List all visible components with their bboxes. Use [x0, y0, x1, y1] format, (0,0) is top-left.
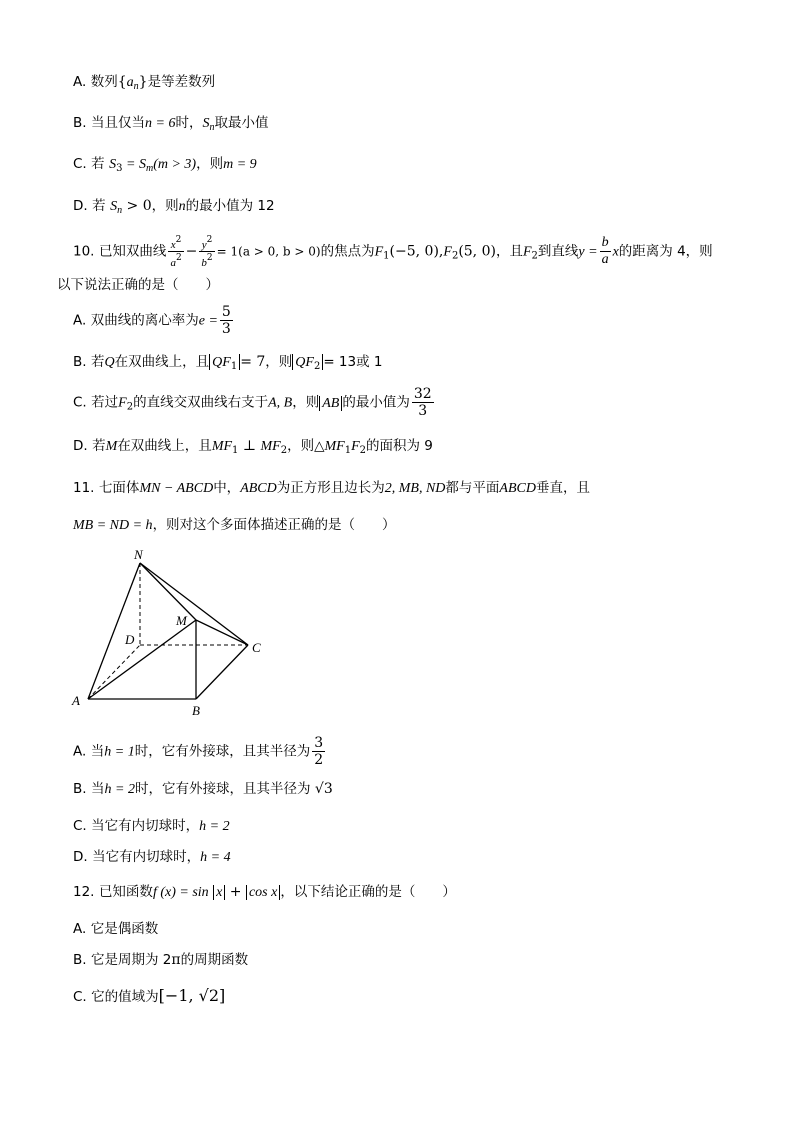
q11-option-b: B. 当h = 2时，它有外接球，且其半径为 √3 [73, 781, 333, 797]
edge-ad [88, 645, 140, 699]
q11-option-a: A. 当h = 1时，它有外接球，且其半径为 $\frac{3}{2}$ [73, 735, 324, 768]
q10-stem-line2: 以下说法正确的是（ ） [57, 277, 219, 293]
label-m: M [176, 613, 187, 628]
q11-option-c: C. 当它有内切球时，h = 2 [73, 818, 230, 834]
edge-na [88, 563, 140, 699]
q10-option-b: B. 若Q在双曲线上，且 $QF_1 = 7$，则 $QF_2 = 13$或 1 [73, 354, 383, 372]
q10-option-a: A. 双曲线的离心率为e = $\frac{5}{3}$ [73, 304, 231, 337]
eccentricity-frac: $\frac{5}{3}$ [221, 304, 231, 337]
q9-option-d: D. 若 $S_n > 0$，则n的最小值为 12 [73, 198, 275, 216]
q11-stem-line2: MB = ND = h，则对这个多面体描述正确的是（ ） [73, 517, 396, 533]
hyp-y-frac: $\frac{y^2}{b^2}$ [201, 235, 213, 269]
radius-frac: $\frac{3}{2}$ [314, 735, 324, 768]
q9-option-c: C. 若 $S_3 = S_m(m > 3)$，则m = 9 [73, 156, 257, 174]
edge-bc [196, 645, 248, 699]
label-a: A [72, 693, 80, 708]
q9-option-a: A. 数列$\{a_n\}$是等差数列 [73, 74, 216, 92]
label-n: N [134, 547, 143, 562]
label-b: B [192, 703, 200, 718]
q12-stem: 12. 已知函数f (x) = sin x + cos x ，以下结论正确的是（ ） [73, 884, 456, 900]
label-c: C [252, 640, 261, 655]
hyp-x-frac: $\frac{x^2}{a^2}$ [170, 235, 182, 269]
q12-option-c: C. 它的值域为[−1, √2] [73, 986, 226, 1005]
q12-option-a: A. 它是偶函数 [73, 921, 159, 937]
min-ab-frac: $\frac{32}{3}$ [413, 386, 432, 419]
q12-option-b: B. 它是周期为 2π的周期函数 [73, 952, 249, 968]
label-d: D [125, 632, 135, 647]
edge-nc [140, 563, 248, 645]
line-slope-frac: $\frac{b}{a}$ [601, 235, 609, 267]
edge-nm [140, 563, 196, 620]
q11-stem: 11. 七面体MN − ABCD中，ABCD为正方形且边长为2, MB, ND都与平面ABCD垂直，且 [73, 480, 590, 496]
q10-stem: 10. 已知双曲线 $\frac{x^2}{a^2}$ − $\frac{y^2}{b^2}$ = 1(a > 0, b > 0)的焦点为$F_1(-5$, $0),F_2(5$, 0)，且$F_2$到直线y = $\frac{b}{a}$ x的距离为 4，则 [73, 235, 713, 269]
edge-mc [196, 620, 248, 645]
edge-ma [88, 620, 196, 699]
q9-option-b: B. 当且仅当n = 6时，$S_n$取最小值 [73, 115, 269, 133]
q10-option-c: C. 若过$F_2$的直线交双曲线右支于A, B，则 AB 的最小值为 $\frac{32}{3}$ [73, 386, 432, 419]
polyhedron-figure [66, 544, 276, 720]
q10-option-d: D. 若M在双曲线上，且$MF_1$ ⊥ $MF_2$，则$\triangle MF_1F_2$的面积为 9 [73, 438, 433, 456]
q11-option-d: D. 当它有内切球时，h = 4 [73, 849, 231, 865]
